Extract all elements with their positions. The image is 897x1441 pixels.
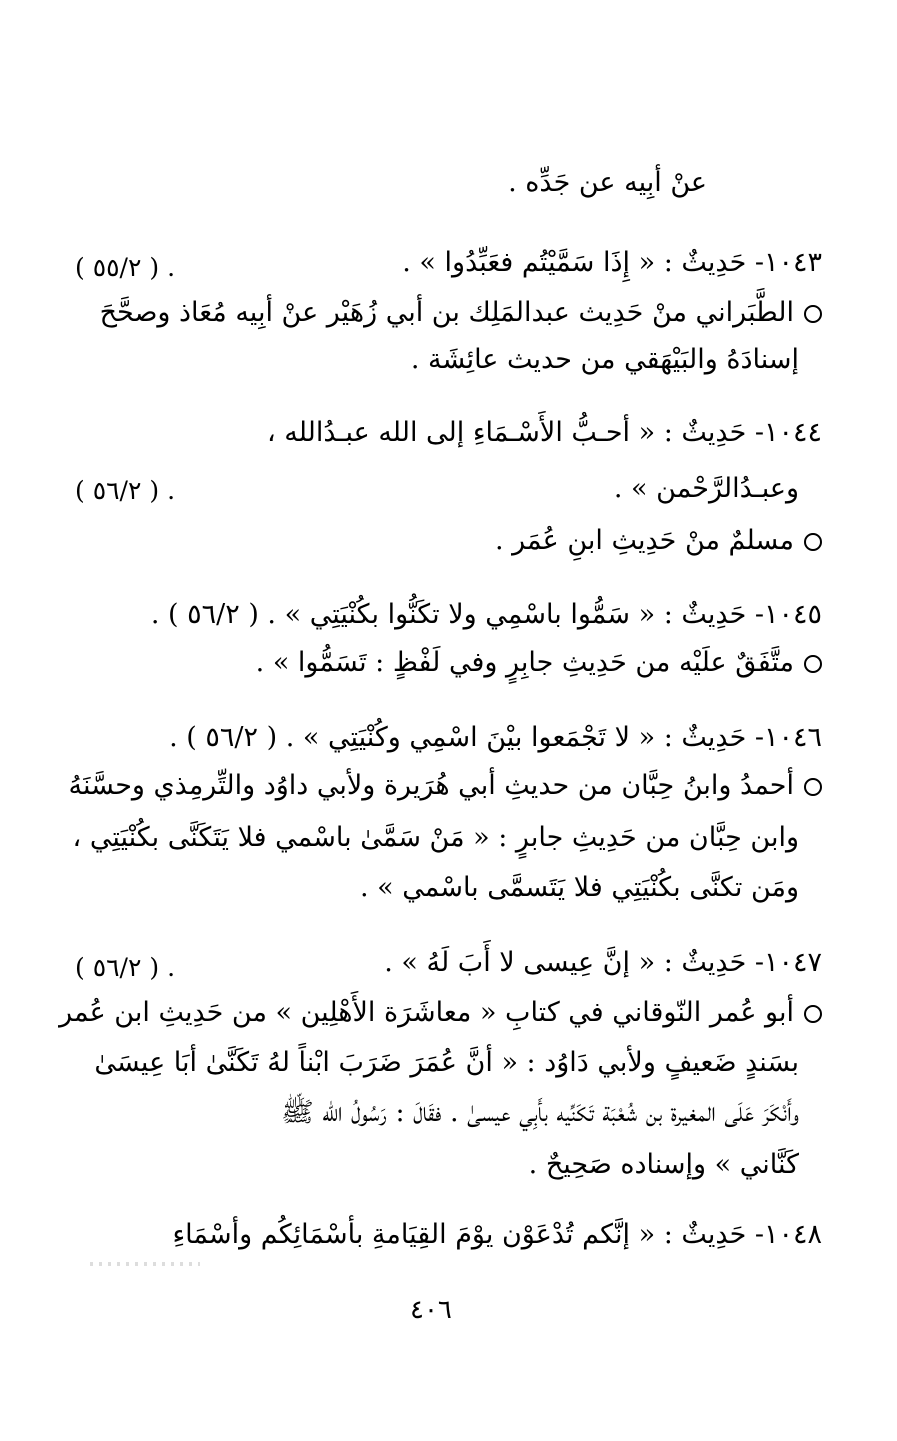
hadith-heading-1044-cont: وعبـدُالرَّحْمن » . bbox=[613, 473, 799, 504]
hadith-heading-1048: ١٠٤٨- حَدِيثٌ : « إنَّكم تُدْعَوْن يوْمَ القِيَامةِ بأسْمَائِكُم وأسْمَاءِ bbox=[172, 1219, 822, 1250]
bullet-icon bbox=[804, 778, 822, 796]
text-span: متَّفَقٌ علَيْه من حَدِيثِ جابِرٍ وفي لَفْظٍ : تَسَمُّوا » . bbox=[255, 647, 794, 678]
text-span: الطَّبَراني منْ حَدِيث عبدالمَلِك بن أبي زُهَيْر عنْ أبِيه مُعَاذ وصحَّحَ bbox=[99, 297, 794, 328]
bullet-icon bbox=[804, 655, 822, 673]
reference-1043: . ( ٥٥/٢ ) bbox=[75, 253, 176, 282]
page-number: ٤٠٦ bbox=[410, 1295, 452, 1325]
takhrij-1046-line1 bbox=[68, 763, 822, 809]
bullet-icon bbox=[804, 1005, 822, 1023]
reference-1044: . ( ٥٦/٢ ) bbox=[75, 476, 176, 505]
bullet-icon bbox=[804, 305, 822, 323]
hadith-heading-1047: ١٠٤٧- حَدِيثٌ : « إنَّ عِيسى لا أَبَ لَهُ » . bbox=[384, 947, 822, 978]
takhrij-1047-line2: بسَندٍ ضَعيفٍ ولأبي دَاوُد : « أنَّ عُمَرَ ضَرَبَ ابْناً لهُ تَكَنَّىٰ أبَا عِيسَىٰ bbox=[94, 1047, 799, 1078]
text-span: أحمدُ وابنُ حِبَّان من حديثِ أبي هُرَيرة ولأبي داوُد والتِّرمِذي وحسَّنَهُ bbox=[68, 770, 794, 801]
print-artifact bbox=[90, 1262, 200, 1266]
hadith-heading-1043: ١٠٤٣- حَدِيثٌ : « إِذَا سَمَّيْتُم فعَبِّدُوا » . bbox=[402, 247, 822, 278]
text-span: أبو عُمر النّوقاني في كتابِ « معاشَرَة الأَهْلِين » من حَدِيثِ ابن عُمر bbox=[59, 997, 794, 1028]
bullet-icon bbox=[804, 533, 822, 551]
takhrij-1046-line2: وابن حِبَّان من حَدِيثِ جابرٍ : « مَنْ سَمَّىٰ باسْمي فلا يَتَكَنَّى بكُنْيَتِي ، bbox=[72, 822, 799, 853]
hadith-heading-1044: ١٠٤٤- حَدِيثٌ : « أحـبُّ الأَسْـمَاءِ إلى الله عبـدُالله ، bbox=[266, 417, 822, 448]
hadith-heading-1045: ١٠٤٥- حَدِيثٌ : « سَمُّوا باسْمِي ولا تكَنُّوا بكُنْيَتِي » . ( ٥٦/٢ ) . bbox=[150, 599, 822, 630]
takhrij-1047-line3: وأَنْكَرَ عَلَى المغيرة بن شُعْبَة تَكَنِّيه بأَبِي عيسىٰ . فقَالَ : رَسُولُ الله ﷺ bbox=[281, 1097, 799, 1128]
takhrij-1047-line4: كَنَّاني » وإسناده صَحِيحٌ . bbox=[528, 1149, 799, 1180]
takhrij-1044 bbox=[75, 518, 822, 564]
reference-1047: . ( ٥٦/٢ ) bbox=[75, 953, 176, 982]
hadith-heading-1046: ١٠٤٦- حَدِيثٌ : « لا تَجْمَعوا بيْنَ اسْمِي وكُنْيَتِي » . ( ٥٦/٢ ) . bbox=[169, 722, 822, 753]
takhrij-1043-line2: إسنادَهُ والبَيْهَقي من حديث عائِشَة . bbox=[410, 344, 799, 375]
takhrij-1043-line1 bbox=[75, 290, 822, 336]
text-line: عنْ أبِيه عن جَدِّه . bbox=[508, 167, 707, 198]
takhrij-1045 bbox=[75, 640, 822, 686]
takhrij-1047-line1 bbox=[59, 990, 822, 1036]
takhrij-1046-line3: ومَن تكنَّى بكُنْيَتِي فلا يَتَسمَّى باسْمي » . bbox=[359, 872, 799, 903]
text-span: مسلمٌ منْ حَدِيثِ ابنِ عُمَر . bbox=[494, 525, 794, 556]
